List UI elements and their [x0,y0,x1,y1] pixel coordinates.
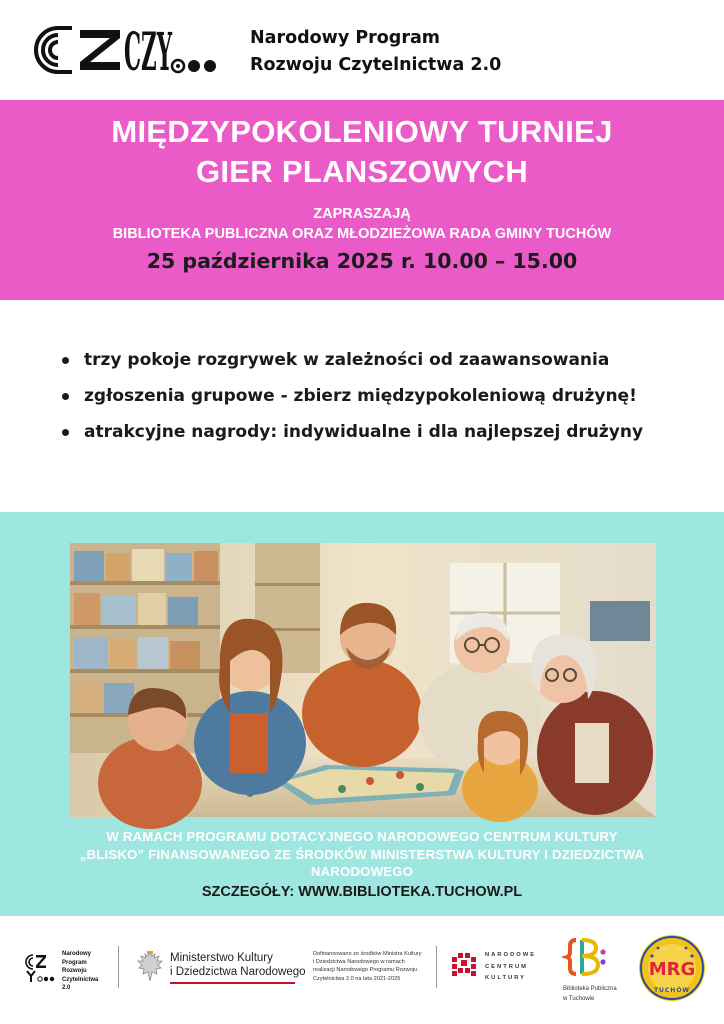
cofinancing-note [313,950,422,983]
nck-logo-icon [450,951,478,979]
event-title-line-1: MIĘDZYPOKOLENIOWY TURNIEJ [111,114,613,149]
program-name [250,25,501,79]
czy-logo [28,22,228,83]
czy-line: Program [62,959,87,966]
library-logo-icon [566,936,606,978]
invite-label: ZAPRASZAJĄ [313,206,411,222]
ministry-name [170,952,306,979]
czy-line: Narodowy [62,951,92,957]
features-list [60,342,643,450]
organizers-names: BIBLIOTEKA PUBLICZNA ORAZ MŁODZIEŻOWA RADA GMINY TUCHÓW [112,226,612,242]
funding-line-3: NARODOWEGO [310,864,414,879]
czy-small-logo-text [62,950,98,993]
cofin-line: realizacji Narodowego Programu Rozwoju [313,967,418,974]
library-line-1: Biblioteka Publiczna [563,986,617,992]
footer-divider [118,946,119,988]
cofin-line: Dofinansowano ze środków Ministra Kultury [313,951,422,957]
event-title-line-2: GIER PLANSZOWYCH [195,154,529,189]
event-banner [0,100,724,300]
funding-line-2: „BLISKO” FINANSOWANEGO ZE ŚRODKÓW MINISTERSTWA KULTURY I DZIEDZICTWA [79,846,645,862]
list-item: atrakcyjne nagrody: indywidualne i dla najlepszej drużyny [60,414,643,450]
program-line-2: Rozwoju Czytelnictwa 2.0 [250,55,502,75]
library-name [563,984,617,1004]
library-line-2: w Tuchowie [563,996,595,1002]
czy-line: Czytelnictwa [62,976,99,983]
list-item: trzy pokoje rozgrywek w zależności od zaawansowania [60,342,643,378]
mrg-badge-ring: TUCHÓW [653,987,691,994]
mrg-badge-icon [638,934,706,1002]
czy-line: Rozwoju [62,968,87,974]
logo-letter-y: CZY [124,22,173,83]
list-item: zgłoszenia grupowe - zbierz międzypokoleniową drużynę! [60,378,643,414]
funding-note [0,828,724,881]
ministry-line-1: Ministerstwo Kultury [170,952,273,964]
event-title [0,112,724,192]
ministry-underline [170,982,295,984]
ministry-line-2: i Dziedzictwa Narodowego [170,965,306,978]
details-link[interactable]: SZCZEGÓŁY: WWW.BIBLIOTEKA.TUCHOW.PL [201,884,523,900]
header [0,0,724,100]
czy-small-logo-icon [25,953,57,983]
cofin-line: i Dziedzictwa Narodowego w ramach [313,959,405,966]
funding-line-1: W RAMACH PROGRAMU DOTACYJNEGO NARODOWEGO CENTRUM KULTURY [106,829,618,844]
nck-line: KULTURY [485,975,527,981]
mrg-badge-text: MRG [648,959,696,980]
program-line-1: Narodowy Program [250,28,441,48]
footer-divider [436,946,437,988]
organizers [0,204,724,244]
polish-eagle-emblem-icon [135,950,165,984]
czy-line: 2.0 [62,985,71,991]
cofin-line: Czytelnictwa 2.0 na lata 2021-2025 [313,975,401,982]
nck-line: CENTRUM [485,963,528,970]
nck-name [485,950,536,985]
nck-line: NARODOWE [485,952,537,958]
family-board-game-illustration [70,543,656,817]
event-date: 25 października 2025 r. 10.00 – 15.00 [146,249,578,273]
